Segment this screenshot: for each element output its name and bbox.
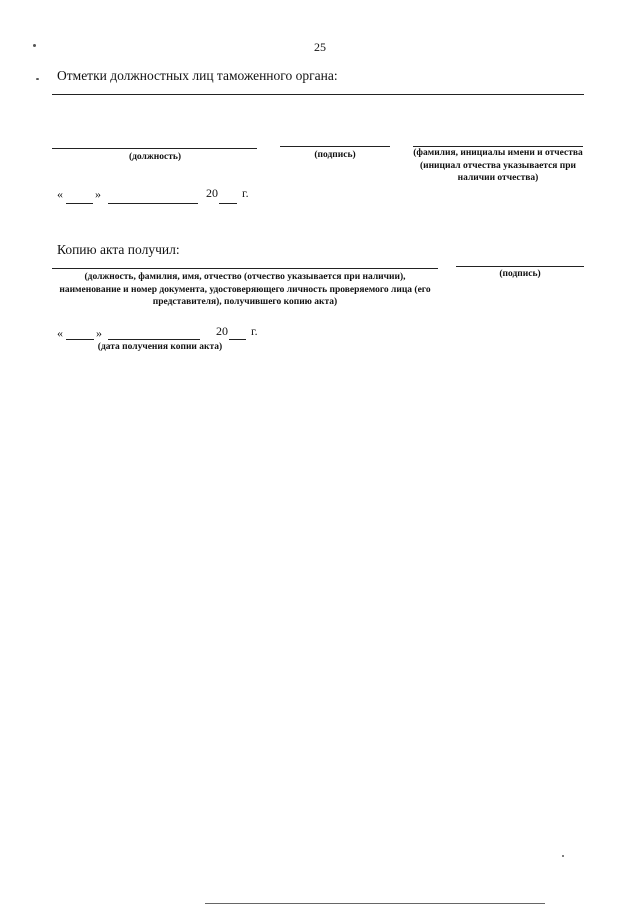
date-year-blank	[219, 203, 237, 204]
name-caption: (фамилия, инициалы имени и отчества (инициал отчества указывается при наличии отчества)	[413, 148, 583, 183]
copy-person-caption: (должность, фамилия, имя, отчество (отчество указывается при наличии), наименование и номер документа, удостоверяющего личность проверяемого лица (его представителя), получившего копию акта)	[59, 272, 431, 307]
scan-speck	[36, 78, 39, 80]
date-year-prefix: 20	[206, 186, 218, 200]
copy-date-day-blank	[66, 339, 94, 340]
date-open-quote: «	[57, 187, 63, 201]
page-number: 25	[314, 40, 326, 54]
officials-heading: Отметки должностных лиц таможенного органа:	[57, 68, 338, 83]
position-caption: (должность)	[128, 152, 182, 162]
page-bottom-edge	[205, 903, 545, 904]
copy-date-open-quote: «	[57, 326, 63, 340]
signature-line	[280, 146, 390, 147]
position-line	[52, 148, 257, 149]
officials-underline	[52, 94, 584, 95]
copy-date-close-quote: »	[96, 326, 102, 340]
scan-speck	[562, 855, 564, 857]
copy-signature-caption: (подпись)	[499, 269, 541, 279]
date-month-blank	[108, 203, 198, 204]
signature-caption: (подпись)	[314, 150, 356, 160]
copy-heading: Копию акта получил:	[57, 242, 180, 257]
date-day-blank	[66, 203, 93, 204]
officials-date	[57, 187, 63, 202]
copy-date-year-suffix: г.	[251, 324, 258, 338]
copy-date-caption: (дата получения копии акта)	[97, 342, 223, 352]
copy-date-month-blank	[108, 339, 200, 340]
date-year-suffix: г.	[242, 186, 249, 200]
date-close-quote: »	[95, 187, 101, 201]
copy-person-line	[52, 268, 438, 269]
copy-date-year-prefix: 20	[216, 324, 228, 338]
copy-date-year-blank	[229, 339, 246, 340]
copy-signature-line	[456, 266, 584, 267]
